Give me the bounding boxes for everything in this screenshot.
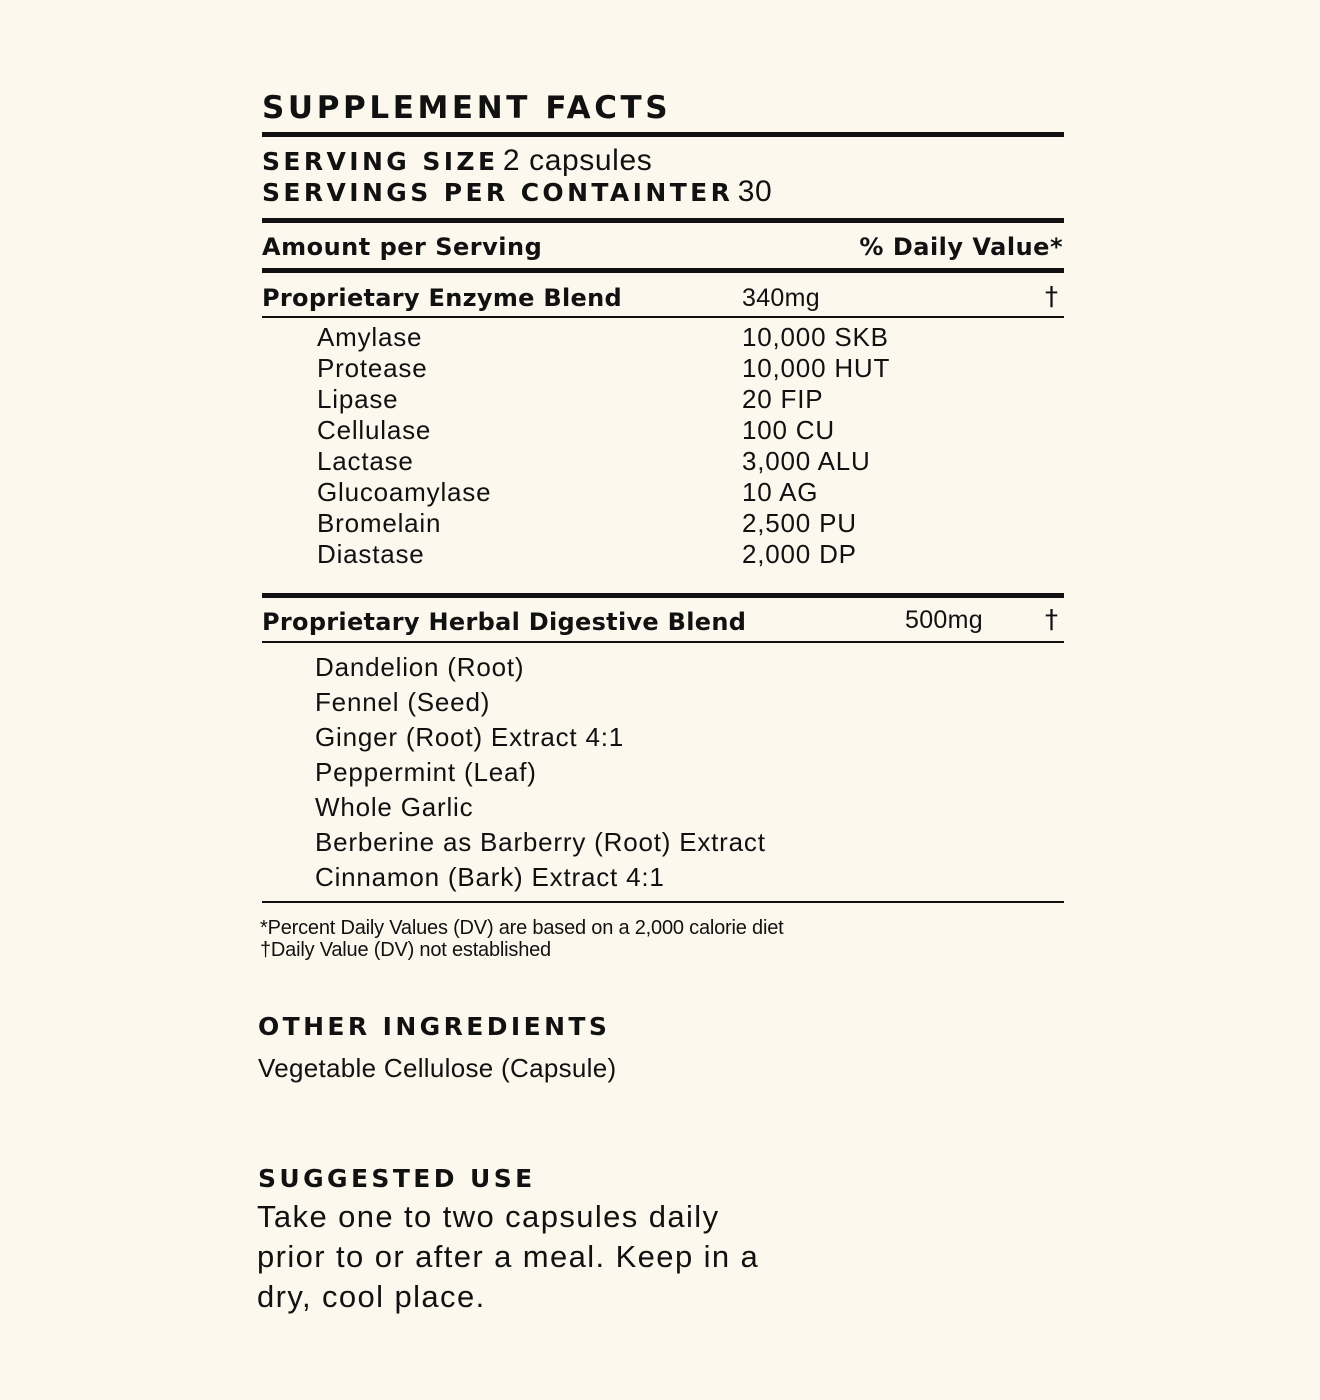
ingredient-name: Amylase [317, 322, 423, 352]
enzyme-blend-rule [262, 316, 1064, 318]
herbal-ingredient: Berberine as Barberry (Root) Extract [315, 827, 766, 857]
herbal-ingredient: Fennel (Seed) [315, 687, 491, 717]
serving-size-label: SERVING SIZE [262, 147, 499, 176]
herbal-section-rule [262, 901, 1064, 903]
herbal-ingredient: Peppermint (Leaf) [315, 757, 537, 787]
suggested-use-text: Take one to two capsules daily prior to or after a meal. Keep in a dry, cool place. [257, 1199, 760, 1314]
herbal-blend-amount: 500mg [905, 606, 983, 634]
ingredient-row [317, 322, 1037, 353]
ingredient-value: 10,000 SKB [742, 322, 889, 352]
amount-per-serving-label: Amount per Serving [262, 233, 543, 261]
footnote-daily-values: *Percent Daily Values (DV) are based on a 2,000 calorie diet [260, 917, 784, 939]
serving-size-value: 2 capsules [502, 144, 653, 177]
servings-per-container-label: SERVINGS PER CONTAINTER [262, 178, 734, 207]
herbal-ingredient: Cinnamon (Bark) Extract 4:1 [315, 862, 665, 892]
ingredient-name: Protease [317, 353, 428, 383]
ingredient-row [317, 508, 1037, 539]
ingredient-name: Bromelain [317, 508, 442, 538]
daily-value-label: % Daily Value* [859, 233, 1063, 261]
other-ingredients-heading: OTHER INGREDIENTS [258, 1012, 611, 1041]
ingredient-value: 10,000 HUT [742, 353, 891, 383]
ingredient-row [317, 539, 1037, 570]
herbal-ingredient: Ginger (Root) Extract 4:1 [315, 722, 624, 752]
herbal-ingredient: Whole Garlic [315, 792, 474, 822]
ingredient-value: 2,000 DP [742, 539, 857, 569]
ingredient-name: Glucoamylase [317, 477, 492, 507]
ingredient-row [317, 384, 1037, 415]
ingredient-row [317, 415, 1037, 446]
enzyme-blend-name: Proprietary Enzyme Blend [262, 284, 622, 312]
other-ingredients-text: Vegetable Cellulose (Capsule) [258, 1053, 617, 1083]
enzyme-ingredient-list [317, 322, 1037, 570]
ingredient-value: 100 CU [742, 415, 835, 445]
ingredient-name: Diastase [317, 539, 425, 569]
ingredient-row [317, 446, 1037, 477]
servings-per-container-line [262, 176, 772, 213]
supplement-facts-title: SUPPLEMENT FACTS [262, 90, 672, 126]
ingredient-name: Lipase [317, 384, 399, 414]
servings-per-container-value: 30 [737, 175, 773, 208]
header-rule [262, 268, 1064, 273]
ingredient-value: 10 AG [742, 477, 819, 507]
serving-rule [262, 218, 1064, 223]
footnote-dv-not-established: †Daily Value (DV) not established [260, 939, 551, 961]
ingredient-name: Cellulase [317, 415, 432, 445]
herbal-blend-dv: † [1045, 605, 1058, 635]
ingredient-row [317, 477, 1037, 508]
herbal-ingredient-list [315, 650, 766, 895]
ingredient-name: Lactase [317, 446, 414, 476]
ingredient-value: 20 FIP [742, 384, 824, 414]
ingredient-value: 3,000 ALU [742, 446, 871, 476]
herbal-blend-rule [262, 641, 1064, 643]
ingredient-row [317, 353, 1037, 384]
ingredient-value: 2,500 PU [742, 508, 857, 538]
enzyme-section-rule [262, 593, 1064, 598]
enzyme-blend-dv: † [1045, 282, 1058, 312]
enzyme-blend-amount: 340mg [742, 284, 820, 312]
herbal-blend-name: Proprietary Herbal Digestive Blend [262, 608, 747, 636]
title-rule [262, 132, 1064, 137]
herbal-ingredient: Dandelion (Root) [315, 652, 525, 682]
suggested-use-heading: SUGGESTED USE [258, 1164, 536, 1193]
